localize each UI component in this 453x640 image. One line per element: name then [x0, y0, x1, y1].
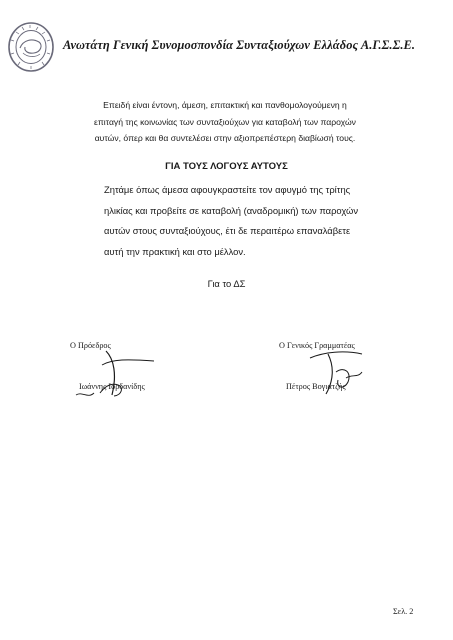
secretary-signature	[300, 344, 370, 400]
organization-title: Ανωτάτη Γενική Συνομοσπονδία Συνταξιούχων Ελλάδος Α.Γ.Σ.Σ.Ε.	[63, 38, 416, 52]
president-signature	[68, 345, 160, 403]
text-line: Επειδή είναι έντονη, άμεση, επιτακτική και πανθομολογούμενη η	[103, 100, 347, 110]
intro-paragraph	[75, 97, 375, 147]
text-line: αυτή την πρακτική και στο μέλλον.	[104, 245, 246, 257]
association-seal-icon	[6, 20, 56, 74]
text-line: επιταγή της κοινωνίας των συνταξιούχων για καταβολή των παροχών	[94, 116, 356, 127]
closing-line: Για το ΔΣ	[207, 278, 246, 289]
secretary-role: Ο Γενικός Γραμματέας	[279, 341, 355, 350]
president-name: Ιωάννης Ιορδανίδης	[79, 382, 145, 391]
text-line: αυτών στους συνταξιούχους, έτι δε περαιτέρω επαναλάβετε	[104, 225, 351, 236]
president-role: Ο Πρόεδρος	[70, 341, 111, 350]
text-line: Ζητάμε όπως άμεσα αφουγκραστείτε τον αφυγμό της τρίτης	[104, 184, 351, 195]
request-paragraph	[104, 180, 364, 262]
section-heading: ΓΙΑ ΤΟΥΣ ΛΟΓΟΥΣ ΑΥΤΟΥΣ	[165, 161, 288, 172]
secretary-name: Πέτρος Βογιατζής	[286, 382, 346, 391]
text-line: ηλικίας και προβείτε σε καταβολή (αναδρομική) των παροχών	[104, 204, 359, 216]
page-number: Σελ. 2	[393, 607, 414, 616]
text-line: αυτών, όπερ και θα συντελέσει στην αξιοπρεπέστερη διαβίωσή τους.	[94, 133, 356, 143]
